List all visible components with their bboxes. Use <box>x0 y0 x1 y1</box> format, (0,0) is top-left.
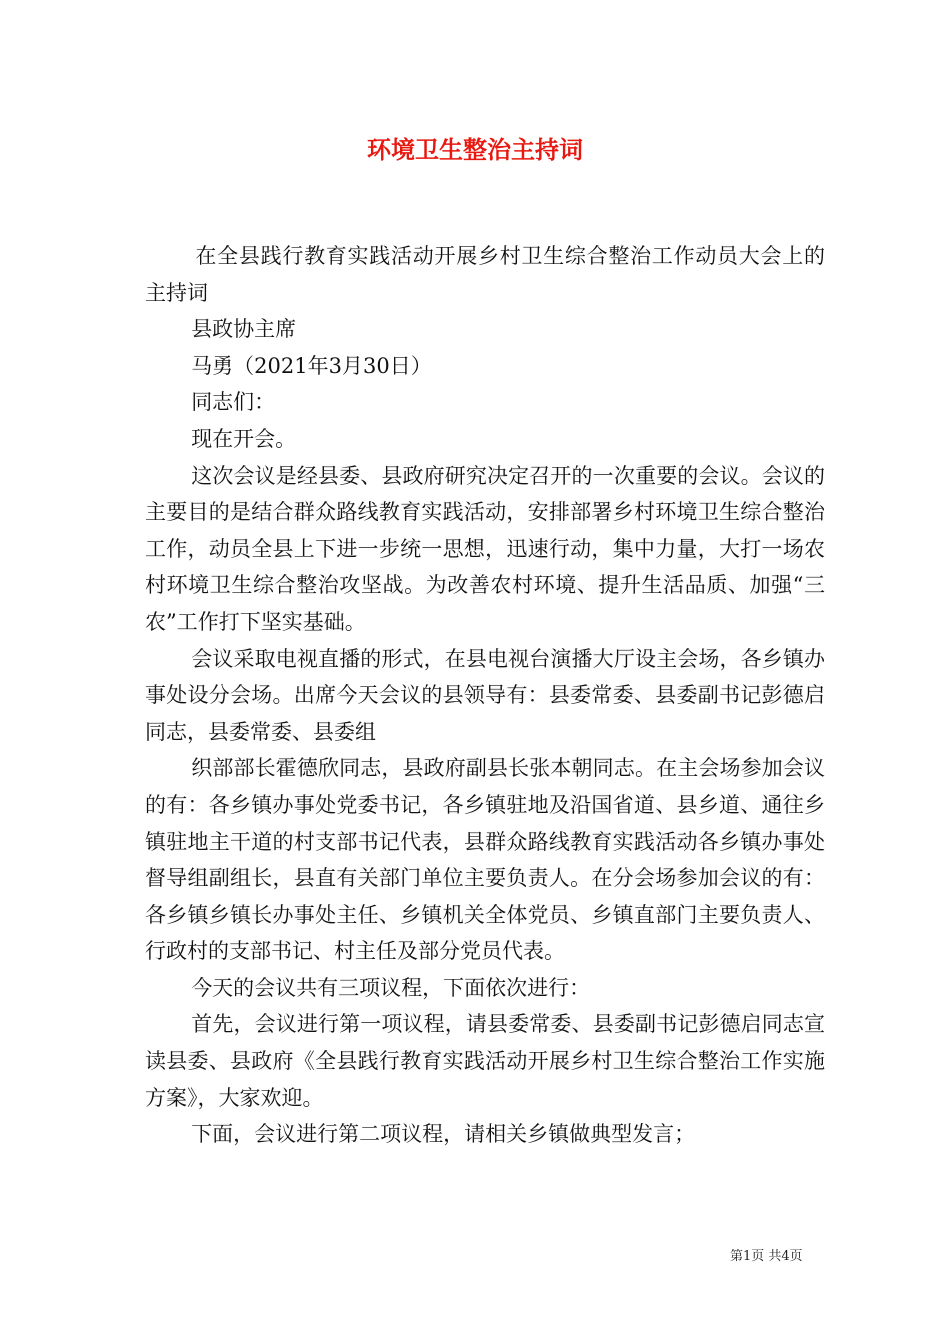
paragraph-subtitle: 在全县践行教育实践活动开展乡村卫生综合整治工作动员大会上的主持词 <box>145 244 825 305</box>
paragraph-speaker-role: 县政协主席 <box>191 317 297 342</box>
document-title: 环境卫生整治主持词 <box>367 135 583 164</box>
paragraph-agenda-first: 首先，会议进行第一项议程，请县委常委、县委副书记彭德启同志宣读县委、县政府《全县践行教育实践活动开展乡村卫生综合整治工作实施方案》，大家欢迎。 <box>145 1012 825 1110</box>
paragraph-format: 会议采取电视直播的形式，在县电视台演播大厅设主会场，各乡镇办事处设分会场。出席今天会议的县领导有：县委常委、县委副书记彭德启同志，县委常委、县委组 <box>145 646 825 744</box>
page-number: 第1页 共4页 <box>730 1249 803 1264</box>
paragraph-agenda-second: 下面，会议进行第二项议程，请相关乡镇做典型发言； <box>191 1122 696 1147</box>
paragraph-attendees: 织部部长霍德欣同志，县政府副县长张本朝同志。在主会场参加会议的有：各乡镇办事处党委书记，各乡镇驻地及沿国省道、县乡道、通往乡镇驻地主干道的村支部书记代表，县群众路线教育实践活动各乡镇办事处督导组副组长，县直有关部门单位主要负责人。在分会场参加会议的有：各乡镇乡镇长办事处主任、乡镇机关全体党员、乡镇直部门主要负责人、行政村的支部书记、村主任及部分党员代表。 <box>145 756 825 964</box>
paragraph-speaker-date: 马勇（2021年3月30日） <box>191 353 432 378</box>
document-body <box>145 238 825 1153</box>
paragraph-salutation: 同志们： <box>191 390 276 415</box>
paragraph-opening: 现在开会。 <box>191 426 297 451</box>
paragraph-purpose: 这次会议是经县委、县政府研究决定召开的一次重要的会议。会议的主要目的是结合群众路线教育实践活动，安排部署乡村环境卫生综合整治工作，动员全县上下进一步统一思想，迅速行动，集中力量，大打一场农村环境卫生综合整治攻坚战。为改善农村环境、提升生活品质、加强“三农”工作打下坚实基础。 <box>145 463 825 634</box>
paragraph-agenda-intro: 今天的会议共有三项议程，下面依次进行： <box>191 975 591 1000</box>
